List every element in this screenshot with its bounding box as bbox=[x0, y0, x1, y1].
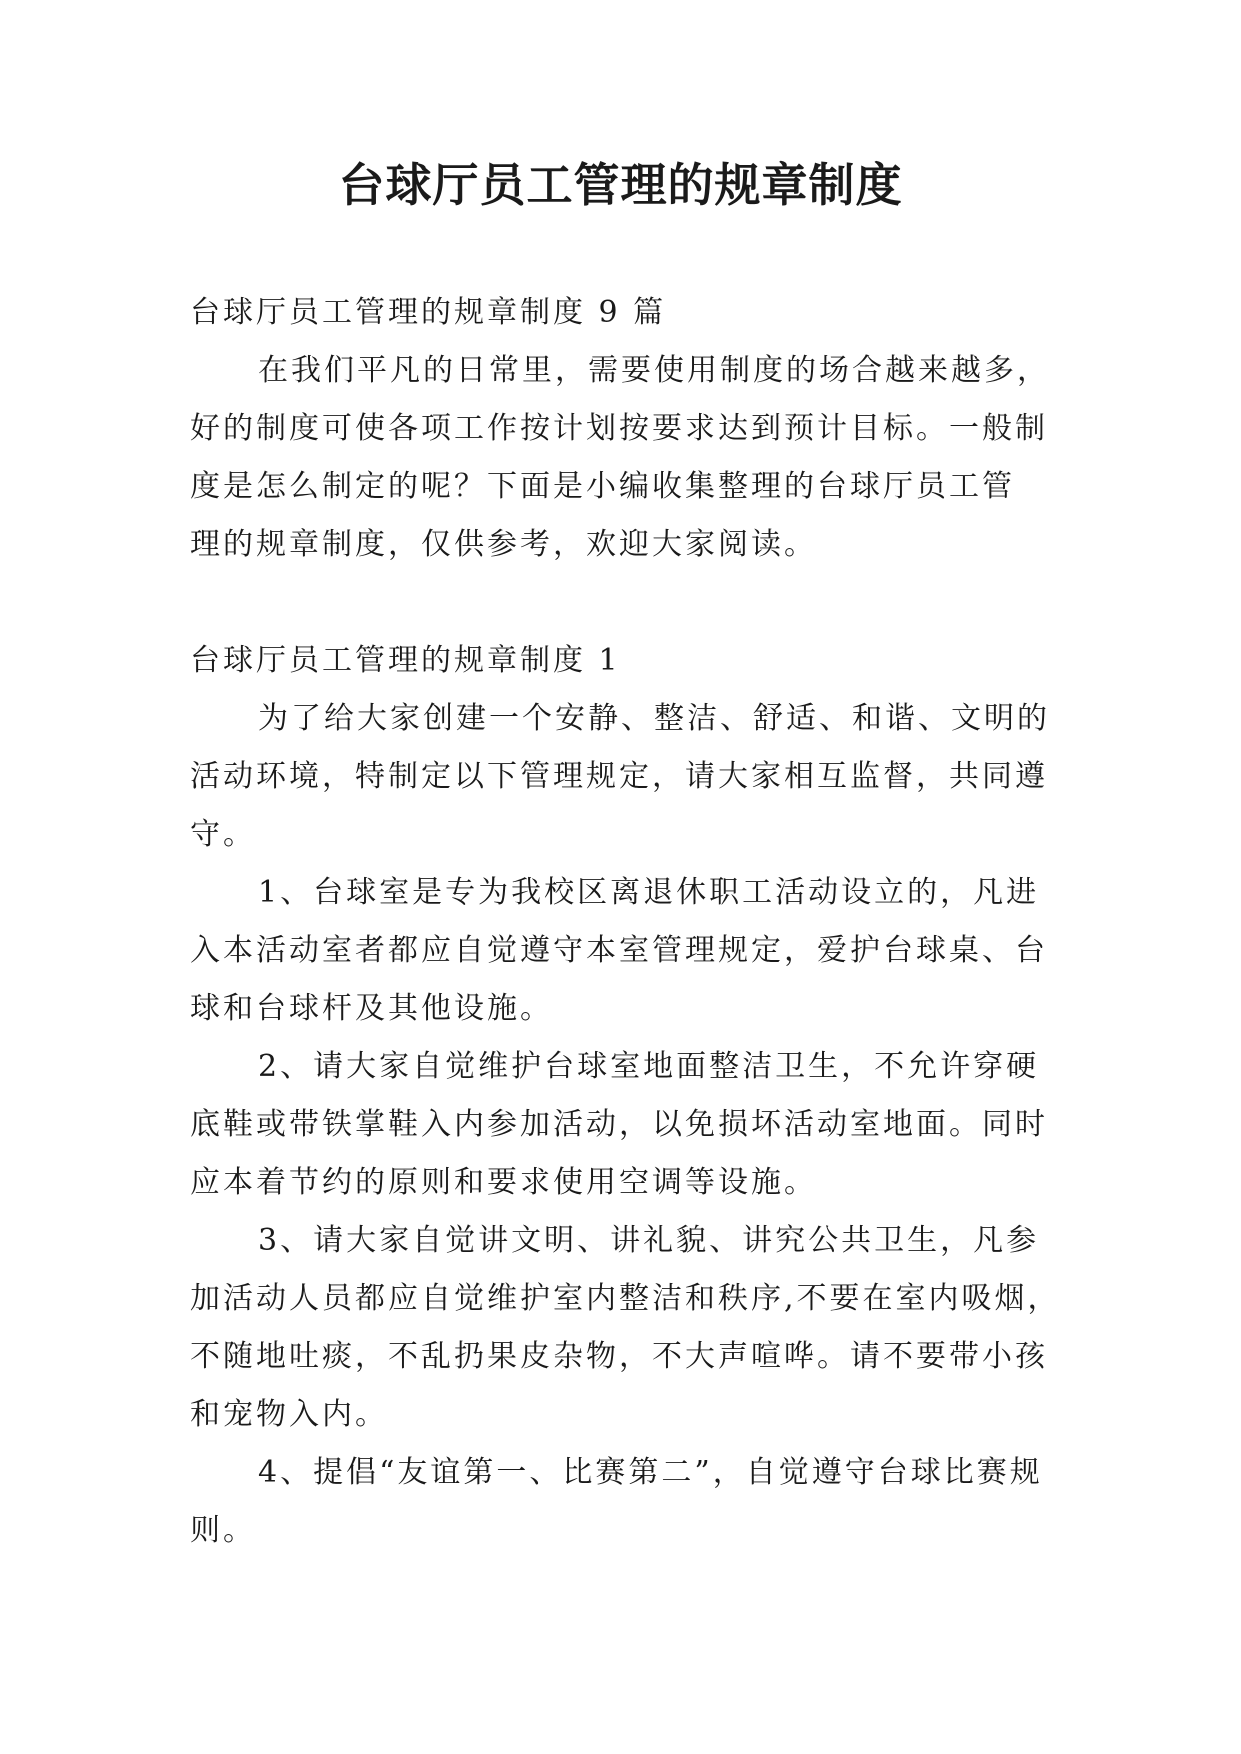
rule-1-line: 球和台球杆及其他设施。 bbox=[190, 991, 553, 1026]
rule-3-line: 和宠物入内。 bbox=[190, 1397, 388, 1432]
rule-4-line: 则。 bbox=[190, 1513, 256, 1548]
rule-2-line: 底鞋或带铁掌鞋入内参加活动，以免损坏活动室地面。同时 bbox=[190, 1107, 1048, 1142]
intro-line: 在我们平凡的日常里，需要使用制度的场合越来越多， bbox=[258, 353, 1050, 388]
section-intro-line: 守。 bbox=[190, 817, 256, 852]
rule-1-paragraph bbox=[190, 864, 1052, 1038]
rule-3-line: 加活动人员都应自觉维护室内整洁和秩序,不要在室内吸烟， bbox=[190, 1281, 1061, 1316]
section-intro-line: 为了给大家创建一个安静、整洁、舒适、和谐、文明的 bbox=[258, 701, 1050, 736]
rule-1-line: 1、台球室是专为我校区离退休职工活动设立的，凡进 bbox=[258, 875, 1040, 910]
rule-2-paragraph bbox=[190, 1038, 1052, 1212]
document-body bbox=[190, 284, 1061, 1560]
section-intro-line: 活动环境，特制定以下管理规定，请大家相互监督，共同遵 bbox=[190, 759, 1048, 794]
spacer bbox=[190, 574, 1052, 632]
intro-line: 好的制度可使各项工作按计划按要求达到预计目标。一般制 bbox=[190, 411, 1048, 446]
rule-4-line: 4、提倡“友谊第一、比赛第二”，自觉遵守台球比赛规 bbox=[258, 1455, 1043, 1490]
rule-2-line: 应本着节约的原则和要求使用空调等设施。 bbox=[190, 1165, 817, 1200]
rule-3-paragraph bbox=[190, 1212, 1061, 1444]
document-title: 台球厅员工管理的规章制度 bbox=[338, 158, 903, 212]
rule-3-line: 不随地吐痰，不乱扔果皮杂物，不大声喧哗。请不要带小孩 bbox=[190, 1339, 1048, 1374]
rule-3-line: 3、请大家自觉讲文明、讲礼貌、讲究公共卫生，凡参 bbox=[258, 1223, 1040, 1258]
intro-line: 理的规章制度，仅供参考，欢迎大家阅读。 bbox=[190, 527, 817, 562]
rule-4-paragraph bbox=[190, 1444, 1052, 1560]
section-intro-paragraph bbox=[190, 690, 1052, 864]
intro-line: 度是怎么制定的呢？下面是小编收集整理的台球厅员工管 bbox=[190, 469, 1015, 504]
rule-1-line: 入本活动室者都应自觉遵守本室管理规定，爱护台球桌、台 bbox=[190, 933, 1048, 968]
subtitle: 台球厅员工管理的规章制度 9 篇 bbox=[190, 295, 667, 330]
rule-2-line: 2、请大家自觉维护台球室地面整洁卫生，不允许穿硬 bbox=[258, 1049, 1040, 1084]
section-heading: 台球厅员工管理的规章制度 1 bbox=[190, 643, 621, 678]
intro-paragraph bbox=[190, 342, 1052, 574]
